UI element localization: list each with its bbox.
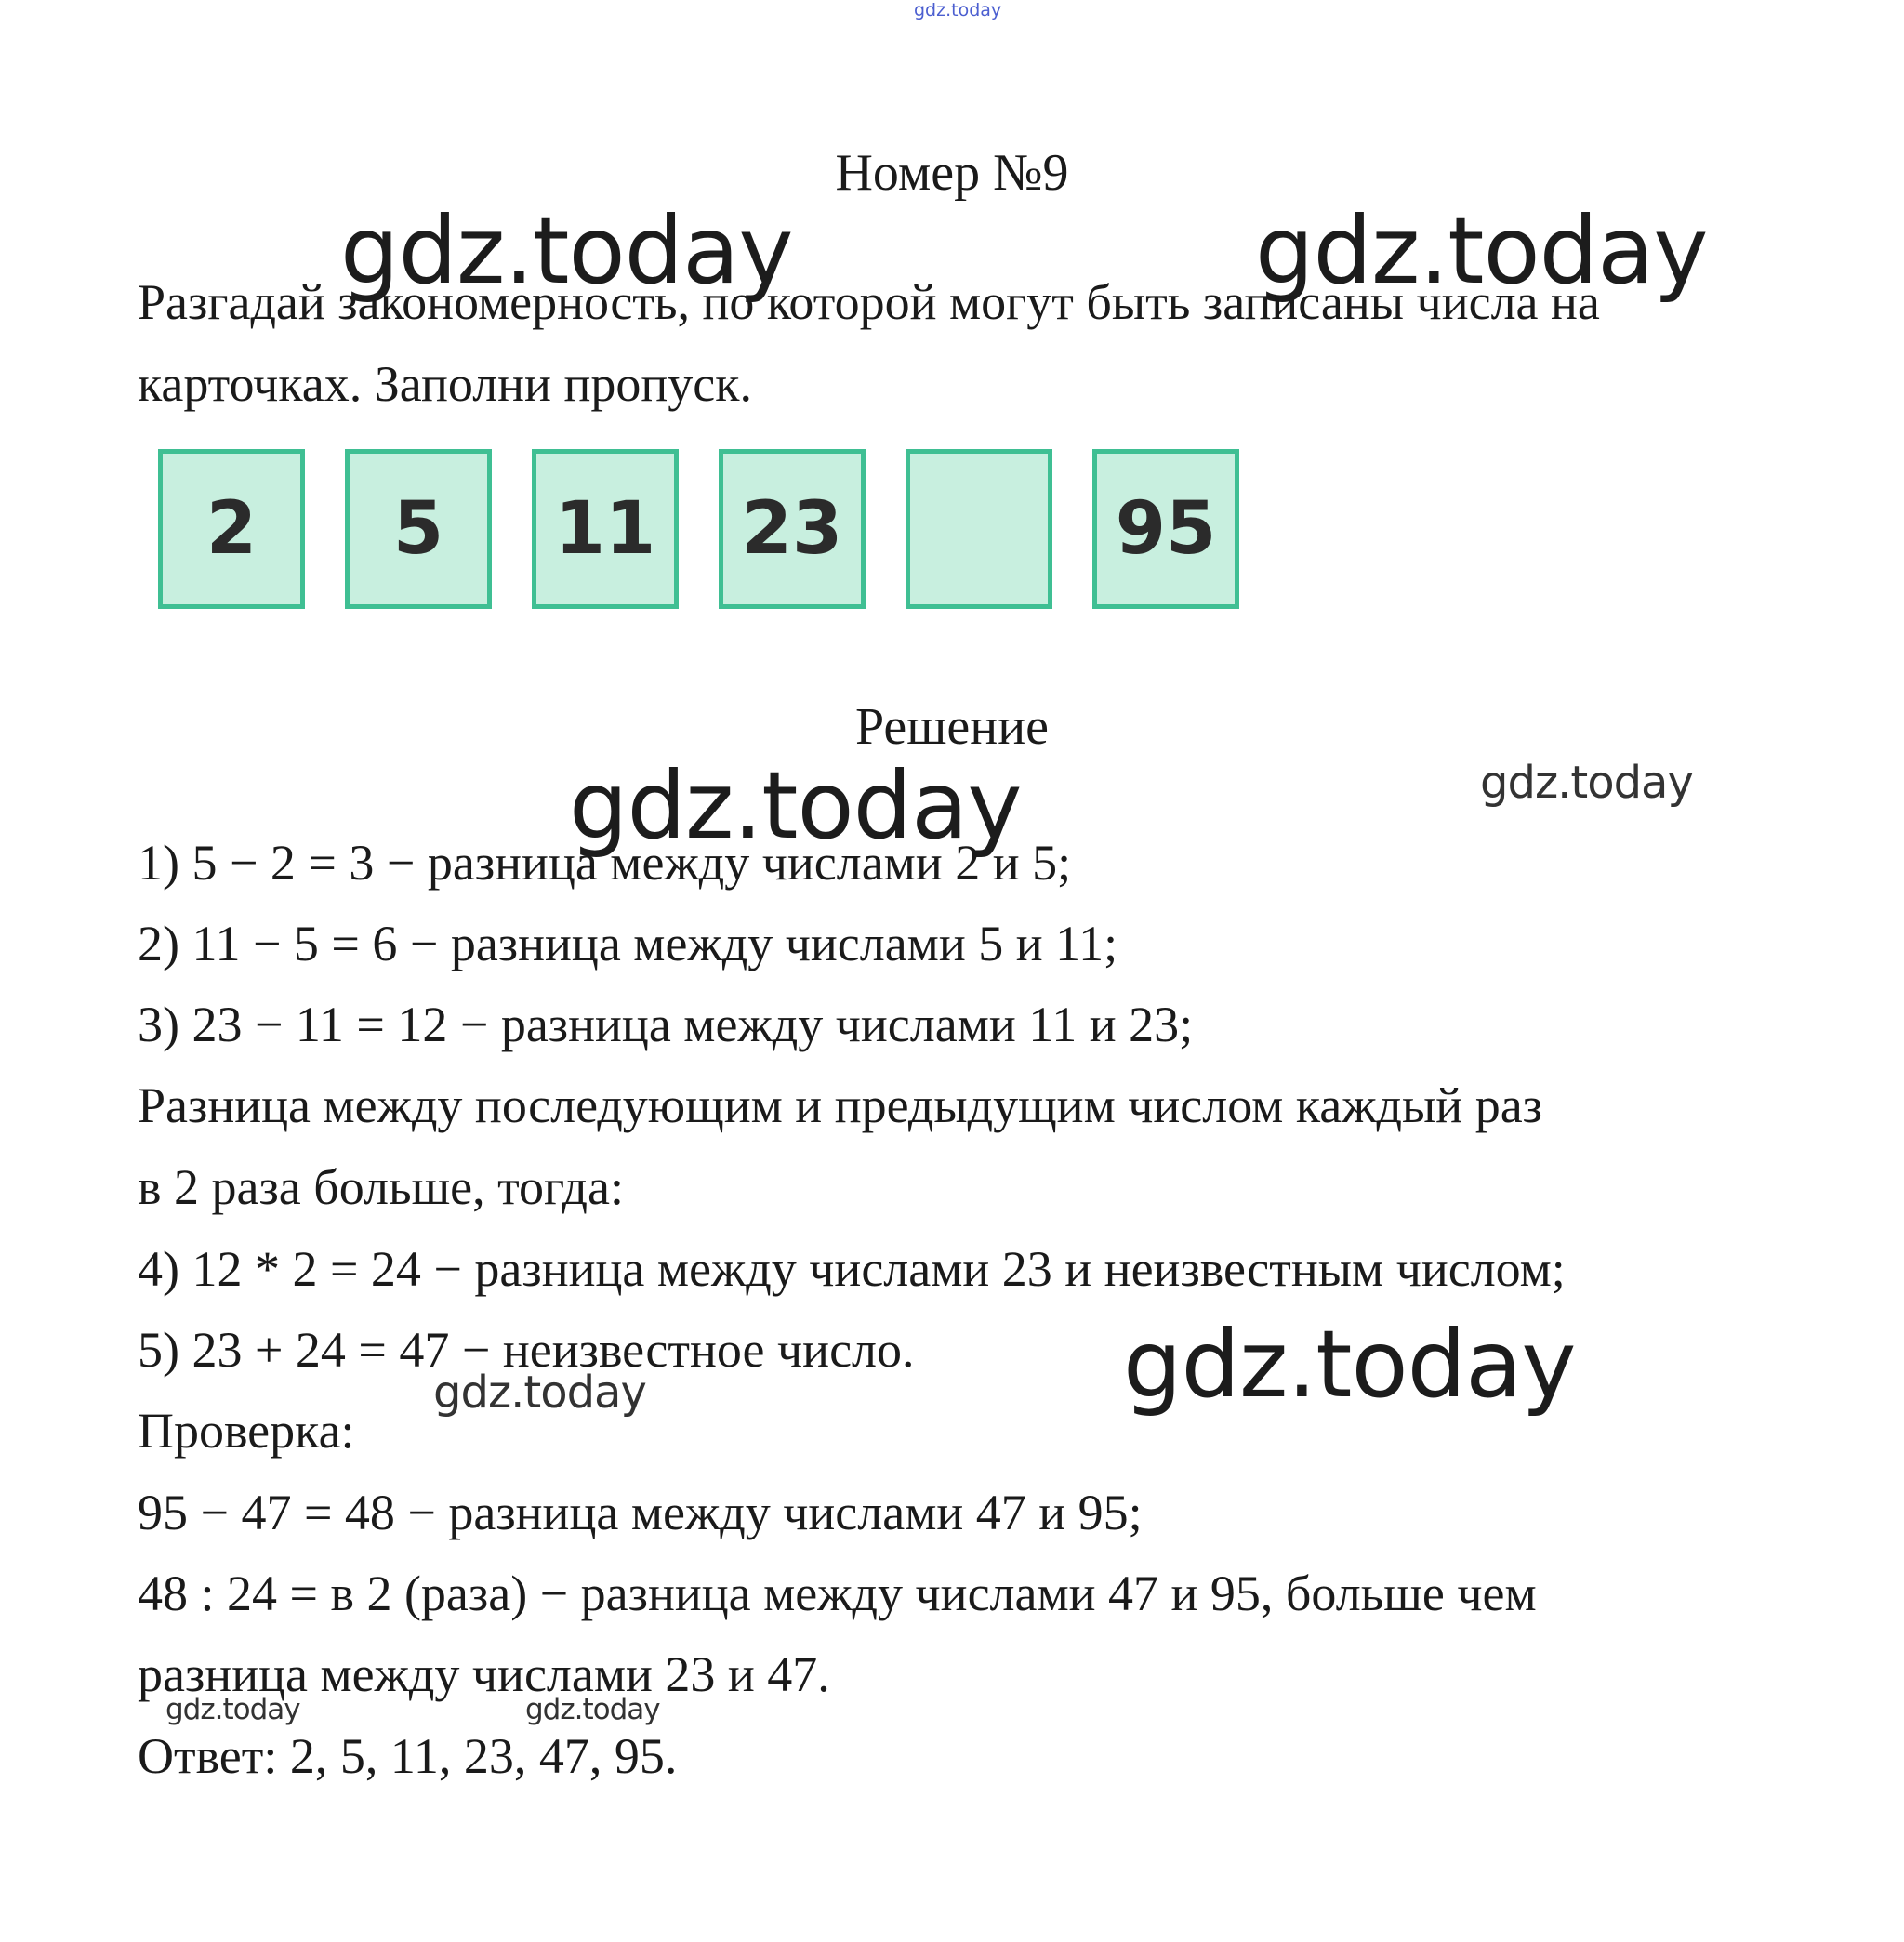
solution-line: в 2 раза больше, тогда: bbox=[138, 1159, 624, 1215]
empty-number-card bbox=[906, 449, 1052, 609]
watermark: gdz.today bbox=[1123, 1310, 1576, 1419]
solution-heading: Решение bbox=[854, 698, 1050, 756]
number-card: 5 bbox=[345, 449, 492, 609]
number-card: 23 bbox=[719, 449, 866, 609]
number-card: 95 bbox=[1092, 449, 1239, 609]
watermark: gdz.today bbox=[165, 1693, 300, 1726]
watermark: gdz.today bbox=[433, 1367, 646, 1419]
number-cards bbox=[158, 449, 1239, 609]
watermark: gdz.today bbox=[340, 196, 793, 305]
solution-line: разница между числами 23 и 47. bbox=[138, 1646, 830, 1702]
task-text-line: карточках. Заполни пропуск. bbox=[138, 356, 752, 412]
solution-line: Разница между последующим и предыдущим числом каждый раз bbox=[138, 1077, 1542, 1133]
solution-line: 1) 5 − 2 = 3 − разница между числами 2 и 5; bbox=[138, 835, 1072, 891]
number-card: 11 bbox=[532, 449, 679, 609]
watermark: gdz.today bbox=[569, 751, 1022, 860]
solution-line: 4) 12 * 2 = 24 − разница между числами 23 и неизвестным числом; bbox=[138, 1241, 1566, 1297]
solution-line: Проверка: bbox=[138, 1403, 355, 1459]
solution-line: 2) 11 − 5 = 6 − разница между числами 5 и 11; bbox=[138, 916, 1118, 971]
watermark: gdz.today bbox=[1480, 757, 1693, 809]
solution-line: 5) 23 + 24 = 47 − неизвестное число. bbox=[138, 1322, 915, 1378]
watermark-top: gdz.today bbox=[914, 0, 1002, 20]
page-title: Номер №9 bbox=[835, 144, 1069, 202]
watermark: gdz.today bbox=[1255, 196, 1708, 305]
solution-line: 48 : 24 = в 2 (раза) − разница между числами 47 и 95, больше чем bbox=[138, 1565, 1537, 1621]
solution-line: 95 − 47 = 48 − разница между числами 47 и 95; bbox=[138, 1485, 1143, 1540]
solution-line: 3) 23 − 11 = 12 − разница между числами 11 и 23; bbox=[138, 997, 1194, 1052]
task-text-line: Разгадай закономерность, по которой могут быть записаны числа на bbox=[138, 274, 1600, 330]
answer-line: Ответ: 2, 5, 11, 23, 47, 95. bbox=[138, 1728, 678, 1784]
number-card: 2 bbox=[158, 449, 305, 609]
watermark: gdz.today bbox=[525, 1693, 660, 1726]
